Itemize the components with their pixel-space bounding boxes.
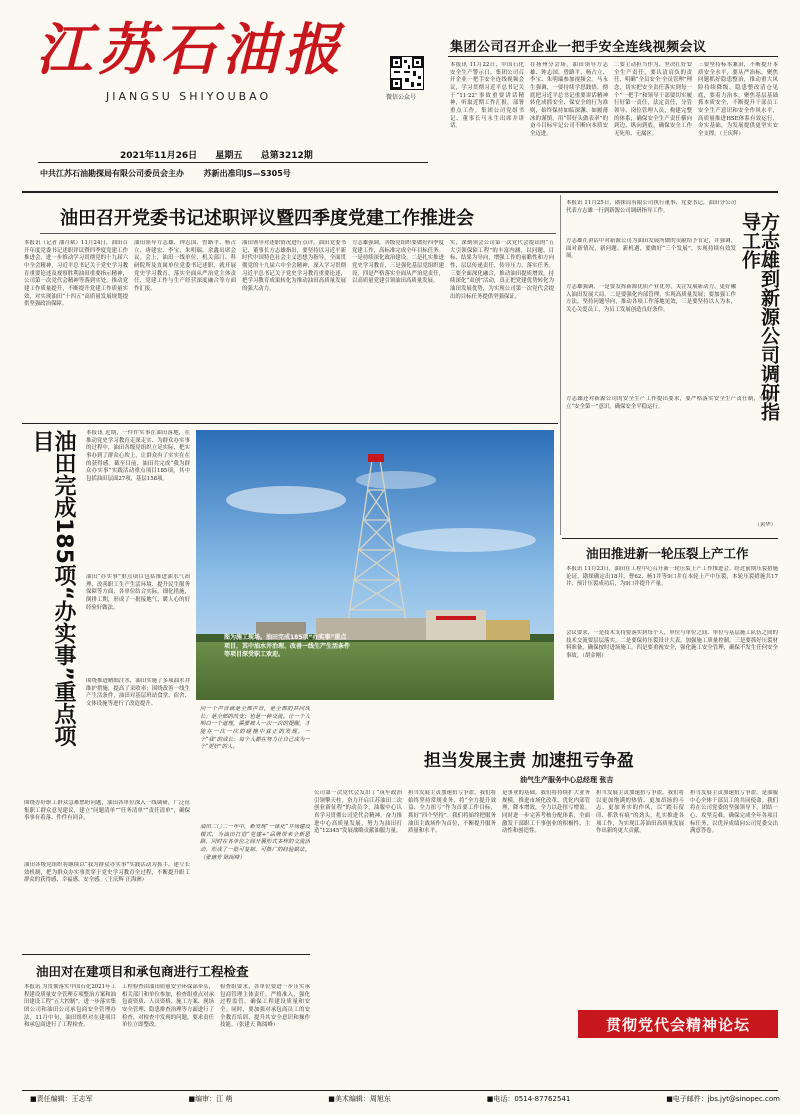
section-divider-3 <box>562 538 778 539</box>
fang-p2: 方志雄在讲话中对新源公司为油田发展所做的贡献给予肯定，并强调，面对新情况、新问题、新机遇，要做好“三个发展”，实现持续有效发展。 <box>566 238 736 260</box>
danfa-col5: 担当发展主责加速扭亏争盈，是油服中心全体干部员工的共同使命。我们将在公司党委的坚强领导下，团结一心、攻坚克难，确保完成全年各项目标任务，以优异成绩向公司党委交出满意答卷。 <box>690 790 778 835</box>
story185-col5: 油田各级党组织将继续以“我为群众办实事”实践活动为抓手，建立长效机制，把为群众办实事贯穿于党史学习教育全过程，不断提升职工群众的获得感、幸福感、安全感。（王庆辉 汪海洲） <box>24 862 190 884</box>
footer-layout: ■编审：江 萌 <box>188 1095 233 1103</box>
party-headline-underline <box>40 233 556 234</box>
story185-col2: 油田“办实事”重点项目包括推进油水气治理、改善职工生产生活环境、提升民生服务保障等方面，各单位结合实际，细化措施，倒排工期，形成了一批接地气、暖人心的好经验好做法。 <box>86 574 190 611</box>
frac-headline: 油田推进新一轮压裂上产工作 <box>586 546 749 561</box>
footer-phone: ■电话：0514-87762541 <box>486 1095 571 1103</box>
qr-code <box>390 56 424 90</box>
party-col2: 油田领导方志雄、钟志国、曾路平、杨占立、唐建宏、李宝、朱明瑞、余鑫出席会议。会上，油田一线单位、机关部门、科研院所及直属单位党委书记述职，就开展党史学习教育、落实全面从严治党主体责任、党建工作与生产经营深度融合等方面作汇报。 <box>134 240 236 293</box>
issue-weekday: 星期五 <box>215 151 243 161</box>
top-story-col2: 在扬州分会场，油田领导方志雄、钟志国、曾路平、杨占立、李宝、朱明瑞参加视频会。马永生强调，一要持续学思践悟，彻底把习近平总书记重要讲话精神转化成抓安全、保安全的行为准则，始终保持如临深渊、如履薄冰的谨慎，用“带好头做表率”的奋斗目标牢记公司不断向本质安全迈进。 <box>530 62 608 138</box>
top-story-rule <box>448 56 778 57</box>
inspect-col2: 工程检查由油田质量安全环保部牵头，相关部门和单位参加，检查组重点对承包商资质、人员资格、施工方案、现场安全管理、隐患排查治理等方面进行了检查，对检查中发现的问题，要求责任单位立即整改。 <box>122 984 214 1029</box>
danfa-col3: 是事业的基础。我们将持续扩大业务规模，推进市场化改革，优化内部管理，降本增效，全力以赴扭亏增盈。同时进一步完善考核分配体系，全面激发干部职工干事创业的积极性、主动性和创造性。 <box>502 790 590 835</box>
fang-signature: （黄华） <box>754 522 776 528</box>
forum-banner <box>578 1010 778 1038</box>
inspect-headline: 油田对在建项目和承包商进行工程检查 <box>36 964 249 979</box>
fang-vertical-title: 方志雄到新源公司调研指导工作 <box>739 212 780 421</box>
cn-number: 苏新出准印JS—S305号 <box>203 169 291 178</box>
danfa-col2: 担当发展主责加速扭亏争盈。我们将始终坚持常规业务，将“全力提升效益、全力扭亏”作为首要工作目标，抓好“四个坚持”。我们将始终把服务油田主战场作为首位，不断提升服务质量和水平。 <box>408 790 496 835</box>
footer-art: ■美术编辑：周旭东 <box>328 1095 391 1103</box>
story185-col4: 围绕办好职工群众急难愁盼问题，油田各单位深入一线调研，广泛征集职工群众意见建议，建立“问题清单”“任务清单”“责任清单”，确保事事有着落、件件有回音。 <box>24 800 190 822</box>
fang-p4: 方志雄还对新源公司的安全生产工作提出要求，要严格落实安全生产责任制，牢固树立“安全第一”意识，确保安全平稳运行。 <box>566 396 776 410</box>
masthead-title: 江苏石油报 <box>36 17 346 83</box>
danfa-byline: 油气生产服务中心总经理 张吉 <box>520 776 614 784</box>
forum-banner-text: 贯彻党代会精神论坛 <box>605 1015 750 1034</box>
top-story-col1: 本报讯 11月22日，中国石化安全生产警示日，集团公司召开企业一把手安全连线视频会议，学习贯彻习近平总书记关于“11·22”事故重要讲话精神，听取近期工作汇报，部署重点工作。集团公司党组书记、董事长马永生出席并讲话。 <box>450 62 524 130</box>
masthead <box>20 18 440 126</box>
danfa-col4: 担当发展主责加速扭亏争盈。我们将以更加饱满的热情、更加昂扬的斗志、更加务实的作风，以“踏石留印、抓铁有痕”的劲头，扎实推进各项工作，为实现江苏油田高质量发展作出新的更大贡献。 <box>596 790 684 835</box>
party-col4: 方志雄强调，各级党组织要做好四季度党建工作，高标准完成全年目标任务。一是持续深化政治建设，二是扎实推进党史学习教育，三是强化基层党组织建设，四是严格落实全面从严治党责任，以高质量党建引领油田高质量发展。 <box>352 240 444 285</box>
frac-col2: 会议要求，一是技术支持要落实到每个人，单位与单位之间、单位与基层施工队伍之间的技术交流要层层落实。二是要保持压裂设计大表，加强施工质量控制。三是要抓好压裂材料准备，确保按时进场施工。四是要重视安全，强化施工安全管理，确保不发生任何安全事故。（胡金刚） <box>566 630 778 660</box>
inspect-col3: 检查组要求，各单位要进一步压实承包商管理主体责任，严格准入，强化过程监管，确保工程建设质量和安全。同时，要加强对承包商员工的安全教育培训，提升其安全意识和操作技能。（张建天 陈阅峰） <box>220 984 310 1029</box>
masthead-pinyin: JIANGSU SHIYOUBAO <box>106 90 272 103</box>
issue-date: 2021年11月26日 <box>120 151 198 161</box>
issue-number: 总第3212期 <box>260 151 313 161</box>
danfa-col1: 公司第一次党代会发出了“筑牢政治引领擎天柱，奋力开启江苏油田二次创业新征程”的动员令，油服中心认真学习贯彻公司党代会精神，奋力推进中心高质量发展，努力为油田打造“12345”发展战略贡献油服力量。 <box>314 790 402 835</box>
top-story-headline: 集团公司召开企业一把手安全连线视频会议 <box>450 40 707 55</box>
party-headline: 油田召开党委书记述职评议暨四季度党建工作推进会 <box>60 208 474 229</box>
sponsor-text: 中共江苏石油勘探局有限公司委员会主办 <box>40 169 184 178</box>
story185-vertical-title: 油田完成185项“办实事”重点项目 <box>29 430 76 747</box>
section-divider-4 <box>22 954 310 955</box>
section-divider-1 <box>22 191 778 193</box>
story185-col1: 本报讯 近期，一件件实事在油田落地，在推动党史学习教育走深走实、为群众办实事的过程中，油田各级党组织立足实际，把实事办到了群众心坎上，让群众有了实实在在的获得感。截至目前，油田共完成“我为群众办实事”实践活动重点项目185项，其中包括油田层面27项，基层158项。 <box>86 430 190 483</box>
sponsor-line <box>40 168 291 179</box>
story185-col3: 围绕推进精细注水，油田实施了多项油水井维护措施，提高了采收率；围绕改善一线生产生活条件，油田对基层班站食堂、宿舍、文体设施等进行了改造提升。 <box>86 678 190 708</box>
top-story-col3: 二要主动担当作为，坚决扛好安全生产责任，要认清肩负的责任，明确“全员安全·全员管理”理念，切实把安全责任落实到每一个“一把手”和领导干部要切实履行好第一责任，法定责任，分管领导、岗位管理人员，构建完整的体系，确保安全生产责任横向到边、纵向到底。确保安全工作无死角、无漏区。 <box>614 62 692 138</box>
rig-photo <box>196 430 554 700</box>
party-col5: 实，深刻领会公司第一次党代会提出的“五大引领保障工程”的丰富内涵，以问题、目标、结果为导向，增强工作的前瞻性和方向性，层层传递责任，传导压力，落实任务。三要全面深化融合，推动油田提质增效，持续深化“双创”活动，真正把党建优势转化为油田发展优势，为实现公司第一次党代会提出的目标任务提供坚强保证。 <box>450 240 554 300</box>
sidebar-divider <box>560 195 561 535</box>
party-col3: 油田领导对述职情况进行点评。油田党委书记、董事长方志雄指出，要坚持以习近平新时代中国特色社会主义思想为指导，全面贯彻党的十九届六中全会精神，深入学习贯彻习近平总书记关于党史学习教育重要论述，把学习教育成果转化为推动油田高质量发展的强大动力。 <box>242 240 346 293</box>
footer-rule <box>22 1090 778 1091</box>
footer <box>30 1094 780 1108</box>
masthead-divider <box>38 162 428 163</box>
fang-p1: 本报讯 11月25日，勘探局有限公司执行董事、党委书记，油田分公司代表方志雄一行到新源公司调研指导工作。 <box>566 200 736 214</box>
footer-email: ■电子邮件：jbs.jyt@sinopec.com <box>666 1095 780 1103</box>
frac-col1: 本报讯 11月23日，油田在工程中心召开新一轮压裂上产工作推进会。经过前期压裂措施论证，勘探确定出18井、曹62、杨1井等9口井在本轮上产中压裂，本轮压裂措施共17井，预计压裂成功后，为9口井提升产量。 <box>566 566 778 588</box>
footer-editor: ■责任编辑：王志军 <box>30 1095 93 1103</box>
rig-photo-caption: 图为施工现场。油田完成185项“办实事”重点项目，其中油水井治理、改善一线生产生活条件等项目深受职工欢迎。 <box>224 634 351 659</box>
top-story-col4: 三要坚持标本兼治，不断提升本质安全水平，要从严治标，聚焦问题抓好隐患整治，推动重大风险持续降级，隐患整改清仓见底，要着力治本，聚焦基层基础抓本质安全，不断提升干部员工安全生产意识和安全作风水平，高质量推进HSE体系有效运行，夯实基础，为发展提供更坚实安全支撑。（王庆辉） <box>698 62 778 138</box>
xiumin-col2: 油田二〇二一年中，新发现“一体化”井场建设模式，为油田打造“党建+”品牌带来全新思路，同时在各单位之间开展形式多样的交流活动，形成了一批可复制、可推广的经验做法。（张德芳 陈阅峰） <box>200 824 310 861</box>
danfa-headline: 担当发展主责 加速扭亏争盈 <box>424 751 634 771</box>
qr-caption: 微信公众号 <box>386 94 417 101</box>
xiumin-col1: 同一个声音就是全部声音，是全部的共同成长；是全部的改变；也是一种交流。让一个人明白一个道理，需要被人一次一次的提醒，才能在一次一次的碰撞中真正的发现，一个“我”的成长：每个人都在努力让自己成为一个“更好”的人。 <box>200 706 310 751</box>
inspect-col1: 本报讯 为贯彻落实中国石化2021年工程建设质量安全管理专项整治方案和油田建设工程“五大控制”，进一步落实集团公司和油田公司承包商安全管理办法，11月中旬，油田组织对在建项目和承包商进行了工程检查。 <box>24 984 116 1029</box>
issue-line <box>120 148 313 161</box>
fang-p3: 方志雄强调，一是要发挥新源优质产业优势，关注发展新动力，更好融入油田发展大局。二是要强化内部管理，实现高质量发展；要加强工作方法，坚持问题导向，推动各项工作落地见效，三是要坚持以人为本，关心关爱员工，为员工发展创造良好条件。 <box>566 284 736 314</box>
section-divider-2 <box>22 423 558 424</box>
party-col1: 本报讯（记者 潘月斌）11月24日，油田召开年度党委书记述职评议暨四季度党建工作推进会，进一步推动学习贯彻党的十九届六中全会精神，习近平总书记关于党史学习教育重要论述及视察胜利油田重要指示精神，公司第一次党代会精神等落到实处，推动党建工作质量提升，不断提升党建工作质量实效，对实现油田“十四五”高质量发展规划提供坚强政治保障。 <box>24 240 128 308</box>
